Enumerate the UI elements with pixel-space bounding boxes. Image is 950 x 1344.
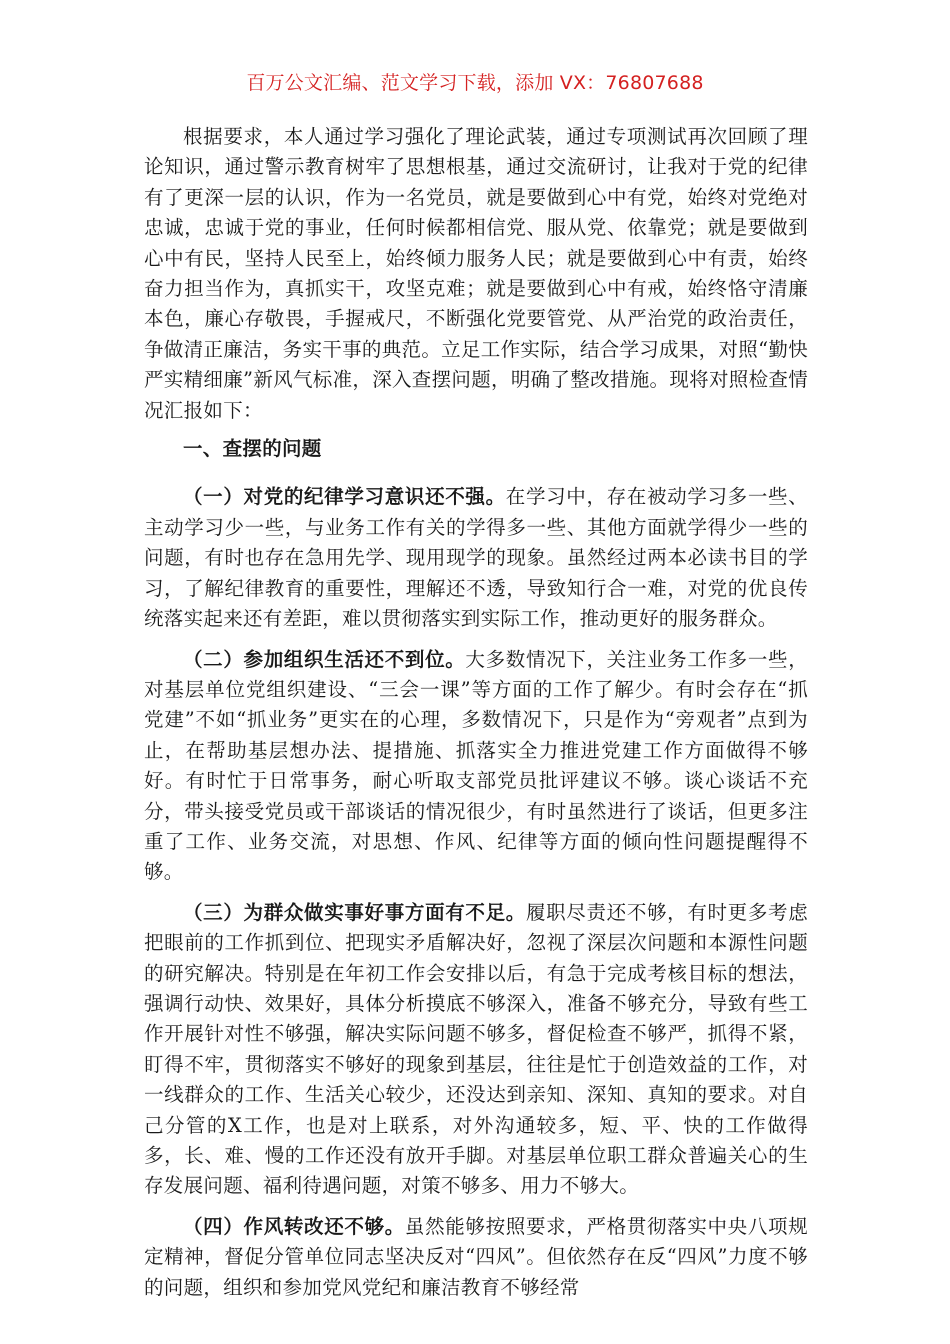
document-body <box>144 122 808 1313</box>
issue-text: 大多数情况下，关注业务工作多一些，对基层单位党组织建设、“三会一课”等方面的工作了解少。有时会存在“抓党建”不如“抓业务”更实在的心理，多数情况下，只是作为“旁观者”点到为止，在帮助基层想办法、提措施、抓落实全力推进党建工作方面做得不够好。有时忙于日常事务，耐心听取支部党员批评建议不够。谈心谈话不充分，带头接受党员或干部谈话的情况很少，有时虽然进行了谈话，但更多注重了工作、业务交流，对思想、作风、纪律等方面的倾向性问题提醒得不够。 <box>144 647 808 884</box>
issue-paragraph-1 <box>144 482 808 634</box>
intro-paragraph: 根据要求，本人通过学习强化了理论武装，通过专项测试再次回顾了理论知识，通过警示教育树牢了思想根基，通过交流研讨，让我对于党的纪律有了更深一层的认识，作为一名党员，就是要做到心中有党，始终对党绝对忠诚，忠诚于党的事业，任何时候都相信党、服从党、依靠党；就是要做到心中有民，坚持人民至上，始终倾力服务人民；就是要做到心中有责，始终奋力担当作为，真抓实干，攻坚克难；就是要做到心中有戒，始终恪守清廉本色，廉心存敬畏，手握戒尺，不断强化党要管党、从严治党的政治责任，争做清正廉洁，务实干事的典范。立足工作实际，结合学习成果，对照“勤快严实精细廉”新风气标准，深入查摆问题，明确了整改措施。现将对照检查情况汇报如下： <box>144 125 808 422</box>
issue-heading: （二）参加组织生活还不到位。 <box>183 647 466 671</box>
issue-paragraph-3 <box>144 898 808 1202</box>
section-title: 一、查摆的问题 <box>183 437 322 461</box>
issue-paragraph-2 <box>144 645 808 888</box>
issue-heading: （三）为群众做实事好事方面有不足。 <box>183 900 526 924</box>
issue-text: 在学习中，存在被动学习多一些、主动学习少一些，与业务工作有关的学得多一些、其他方面就学得少一些的问题，有时也存在急用先学、现用现学的现象。虽然经过两本必读书目的学习，了解纪律教育的重要性，理解还不透，导致知行合一难，对党的优良传统落实起来还有差距，难以贯彻落实到实际工作，推动更好的服务群众。 <box>144 485 808 631</box>
issue-heading: （四）作风转改还不够。 <box>183 1214 405 1238</box>
issue-heading: （一）对党的纪律学习意识还不强。 <box>183 485 506 509</box>
issue-text: 虽然能够按照要求，严格贯彻落实中央八项规定精神，督促分管单位同志坚决反对“四风”。但依然存在反“四风”力度不够的问题，组织和参加党风党纪和廉洁教育不够经常 <box>144 1214 808 1299</box>
issue-text: 履职尽责还不够，有时更多考虑把眼前的工作抓到位、把现实矛盾解决好，忽视了深层次问题和本源性问题的研究解决。特别是在年初工作会安排以后，有急于完成考核目标的想法，强调行动快、效果好，具体分析摸底不够深入，准备不够充分，导致有些工作开展针对性不够强，解决实际问题不够多，督促检查不够严，抓得不紧，盯得不牢，贯彻落实不够好的现象到基层，往往是忙于创造效益的工作，对一线群众的工作、生活关心较少，还没达到亲知、深知、真知的要求。对自己分管的X工作，也是对上联系，对外沟通较多，短、平、快的工作做得多，长、难、慢的工作还没有放开手脚。对基层单位职工群众普遍关心的生存发展问题、福利待遇问题，对策不够多、用力不够大。 <box>144 900 809 1198</box>
header-watermark: 百万公文汇编、范文学习下载，添加 VX：76807688 <box>246 72 704 94</box>
issue-paragraph-4 <box>144 1212 808 1303</box>
